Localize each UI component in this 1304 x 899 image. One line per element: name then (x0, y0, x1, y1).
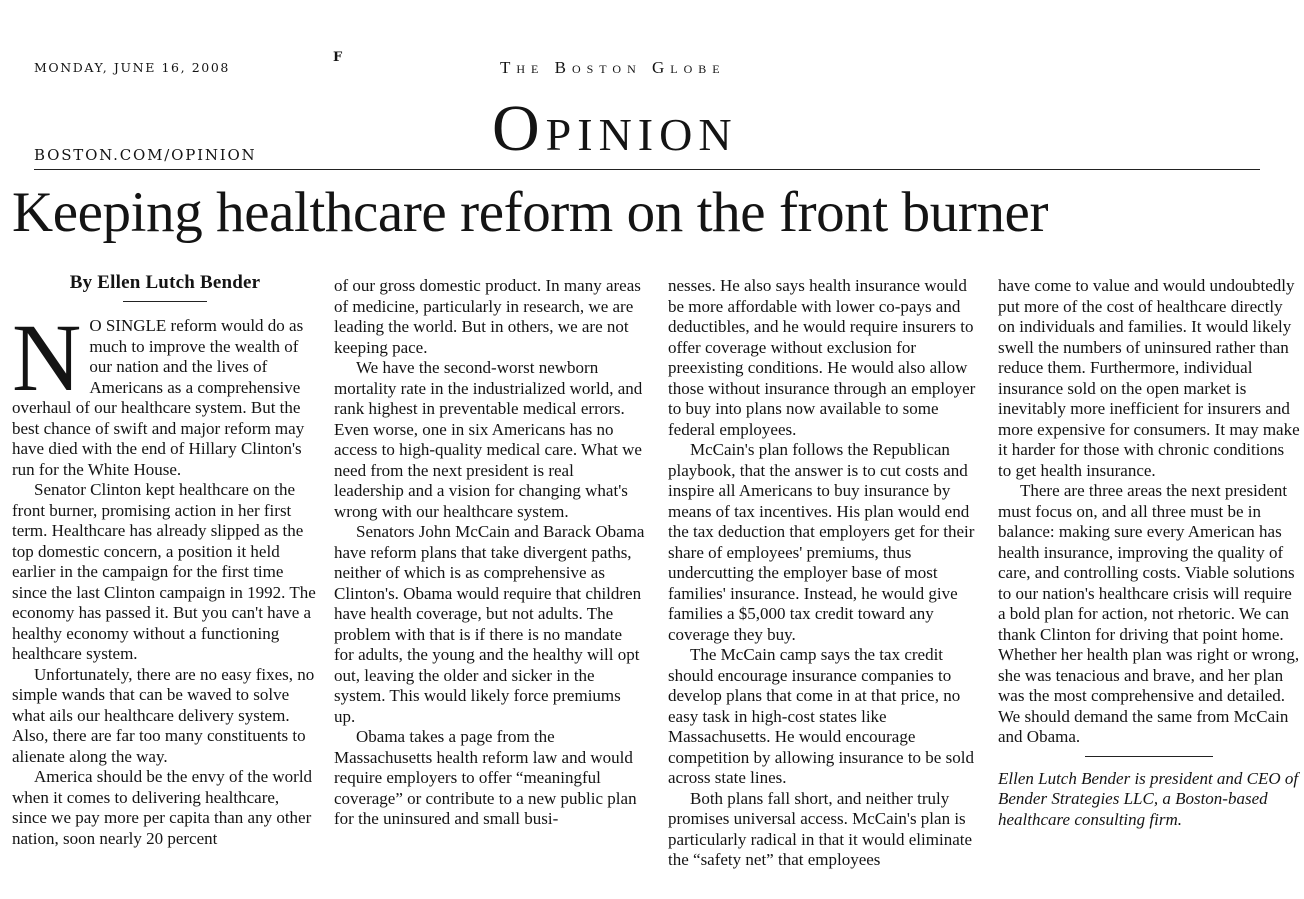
paragraph: of our gross domestic product. In many areas of medicine, particularly in research, we are leading the world. But in others, we are not keeping pace. (334, 276, 641, 357)
paragraph: have come to value and would undoubtedly put more of the cost of healthcare directly on individuals and families. It would likely swell the numbers of uninsured rather than reduce them. Furthermore, individual insurance sold on the open market is inevitably more inefficient for insurers and more expensive for consumers. It may make it harder for those with chronic conditions to get health insurance. (998, 276, 1300, 480)
article-end-divider (1085, 756, 1213, 757)
paragraph: McCain's plan follows the Republican playbook, that the answer is to cut costs and inspire all Americans to buy insurance by means of tax incentives. His plan would end the tax deduction that employers get for their share of employees' premiums, thus undercutting the employer base of most families' insurance. Instead, he would give families a $5,000 tax credit toward any coverage they buy. (668, 440, 975, 644)
paragraph: We have the second-worst newborn mortality rate in the industrialized world, and rank highest in preventable medical errors. Even worse, one in six Americans has no access to high-quality medical care. What we need from the next president is real leadership and a vision for changing what's wrong with our healthcare system. (334, 358, 643, 521)
byline-divider (123, 301, 207, 302)
byline: By Ellen Lutch Bender (69, 272, 261, 293)
lead-text: O SINGLE reform would do as much to improve the wealth of our nation and the lives of Americans as a comprehensive overhaul of our healthcare system. But the best chance of swift and major reform may have died with the end of Hillary Clinton's run for the White House. (12, 316, 305, 479)
drop-cap: N (12, 304, 82, 411)
section-title: Opinion (492, 92, 738, 165)
masthead-divider (34, 169, 1260, 170)
publication-date: MONDAY, JUNE 16, 2008 (34, 60, 230, 75)
paragraph: The McCain camp says the tax credit should encourage insurance companies to develop plans that come in at that price, no easy task in high-cost states like Massachusetts. He would encourage competition by allowing insurance to be sold across state lines. (668, 645, 974, 787)
paragraph: Obama takes a page from the Massachusetts health reform law and would require employers to offer “meaningful coverage” or contribute to a new public plan for the uninsured and small busi- (334, 727, 637, 828)
newspaper-name: The Boston Globe (500, 58, 726, 77)
paragraph: nesses. He also says health insurance would be more affordable with lower co-pays and deductibles, and he would require insurers to offer coverage without exclusion for preexisting conditions. He would also allow those without insurance through an employer to buy into plans now available to some federal employees. (668, 276, 976, 439)
article-column-1 (12, 271, 318, 849)
article-column-3 (668, 276, 980, 871)
paragraph: Unfortunately, there are no easy fixes, no simple wands that can be waved to solve what ails our healthcare delivery system. Also, there are far too many constituents to alienate along the way. (12, 664, 315, 766)
paragraph: There are three areas the next president must focus on, and all three must be in balance: making sure every American has health insurance, improving the quality of care, and controlling costs. Viable solutions to our nation's healthcare crisis will require a bold plan for action, not rhetoric. We can thank Clinton for driving that point home. Whether her health plan was right or wrong, she was tenacious and brave, and her plan was the most comprehensive and detailed. We should demand the same from McCain and Obama. (998, 481, 1300, 746)
paragraph: Senator Clinton kept healthcare on the front burner, promising action in her first term. Healthcare has already slipped as the top domestic concern, a position it held earlier in the campaign for the first time since the last Clinton campaign in 1992. The economy has passed it. But you can't have a healthy economy without a functioning healthcare system. (12, 480, 316, 663)
article-column-4 (998, 276, 1300, 830)
lead-paragraph (12, 304, 318, 480)
paragraph: Both plans fall short, and neither truly promises universal access. McCain's plan is particularly radical in that it would eliminate the “safety net” that employees (668, 788, 973, 869)
section-letter: F (333, 50, 343, 65)
article-headline: Keeping healthcare reform on the front burner (12, 181, 1049, 244)
author-note: Ellen Lutch Bender is president and CEO of Bender Strategies LLC, a Boston-based healthcare consulting firm. (998, 768, 1299, 829)
paragraph: America should be the envy of the world when it comes to delivering healthcare, since we pay more per capita than any other nation, soon nearly 20 percent (12, 767, 313, 848)
article-column-2 (334, 276, 646, 830)
section-url: BOSTON.COM/OPINION (34, 146, 257, 164)
paragraph: Senators John McCain and Barack Obama have reform plans that take divergent paths, neither of which is as comprehensive as Clinton's. Obama would require that children have health coverage, but not adults. The problem with that is if there is no mandate for adults, the young and the healthy will opt out, leaving the older and sicker in the system. This would likely force premiums up. (334, 522, 645, 726)
